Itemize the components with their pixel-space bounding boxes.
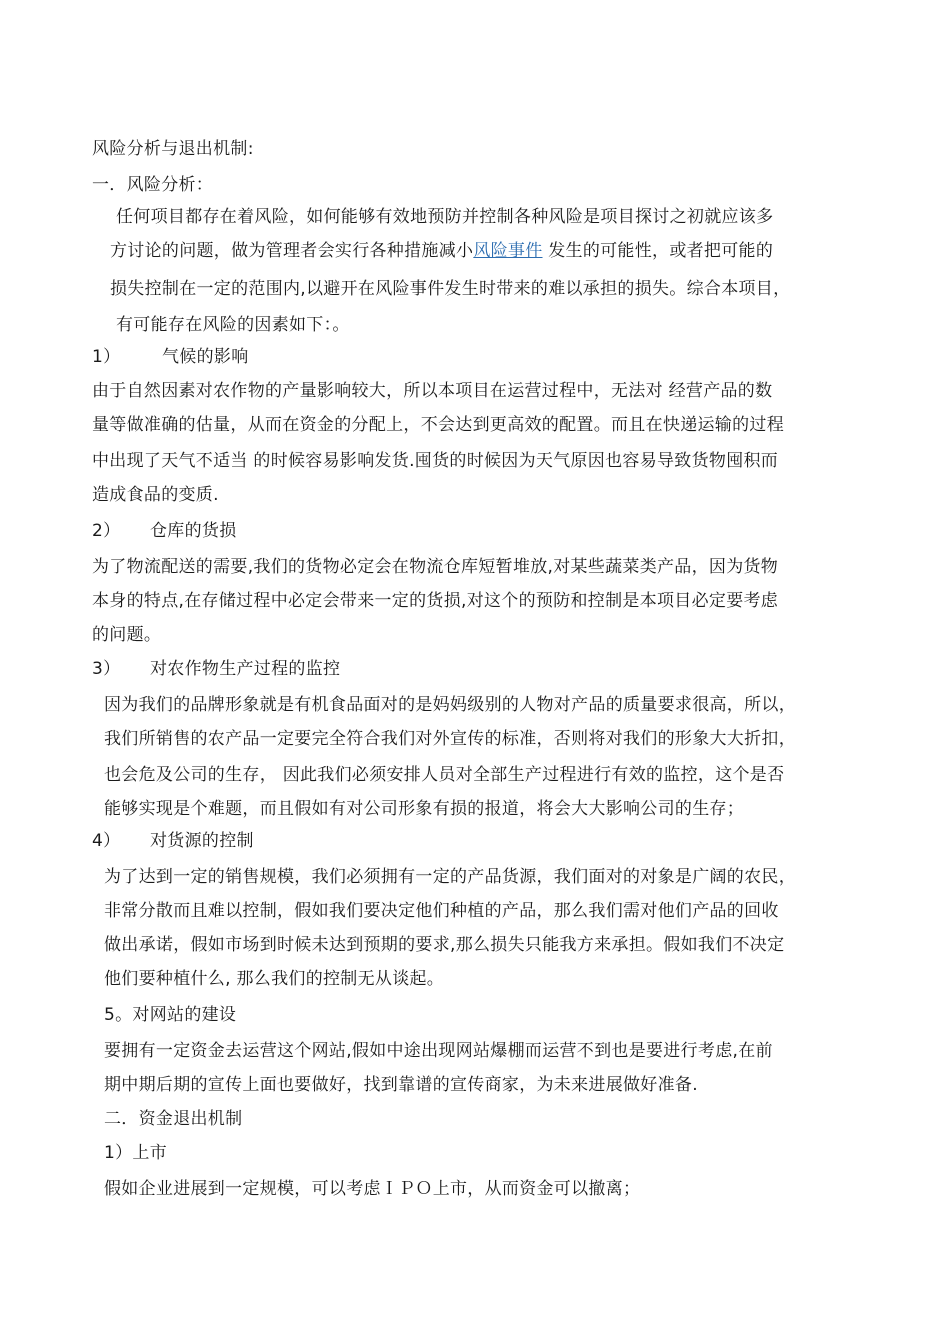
item-3-body-line: 能够实现是个难题，而且假如有对公司形象有损的报道，将会大大影响公司的生存；	[104, 799, 745, 819]
intro-line-4: 有可能存在风险的因素如下：。	[116, 315, 350, 335]
exit-item-1-title: 1）上市	[104, 1143, 168, 1163]
exit-item-1-body: 假如企业进展到一定规模，可以考虑ＩＰＯ上市，从而资金可以撤离；	[104, 1179, 641, 1199]
section-heading-risk-analysis: 一．风险分析：	[92, 175, 214, 195]
item-2-body-line: 为了物流配送的需要,我们的货物必定会在物流仓库短暂堆放,对某些蔬菜类产品，因为货物	[92, 557, 779, 577]
item-4-body-line: 为了达到一定的销售规模，我们必须拥有一定的产品货源，我们面对的对象是广阔的农民，	[104, 867, 796, 887]
section-heading-capital-exit: 二．资金退出机制	[104, 1109, 243, 1129]
item-4-body-line: 非常分散而且难以控制，假如我们要决定他们种植的产品，那么我们需对他们产品的回收	[104, 901, 779, 921]
item-3-body-line: 也会危及公司的生存， 因此我们必须安排人员对全部生产过程进行有效的监控，这个是否	[104, 765, 785, 785]
item-4-title: 对货源的控制	[150, 831, 254, 851]
item-1-body-line: 造成食品的变质.	[92, 485, 219, 505]
intro-text-cont: 发生的可能性，或者把可能的	[542, 241, 774, 261]
item-3-number: 3）	[92, 659, 121, 679]
item-3-body-line: 因为我们的品牌形象就是有机食品面对的是妈妈级别的人物对产品的质量要求很高，所以，	[104, 695, 796, 715]
item-2-title: 仓库的货损	[150, 521, 237, 541]
item-2-body-line: 的问题。	[92, 625, 162, 645]
item-4-body-line: 做出承诺，假如市场到时候未达到预期的要求,那么损失只能我方来承担。假如我们不决定	[104, 935, 785, 955]
document-title: 风险分析与退出机制:	[92, 139, 254, 159]
item-3-body-line: 我们所销售的农产品一定要完全符合我们对外宣传的标准，否则将对我们的形象大大折扣，	[104, 729, 796, 749]
item-5-title: 5。对网站的建设	[104, 1005, 237, 1025]
item-5-body-line: 期中期后期的宣传上面也要做好，找到靠谱的宣传商家，为未来进展做好准备.	[104, 1075, 698, 1095]
intro-line-2	[110, 240, 773, 262]
item-4-body-line: 他们要种植什么, 那么我们的控制无从谈起。	[104, 969, 445, 989]
item-2-body-line: 本身的特点,在存储过程中必定会带来一定的货损,对这个的预防和控制是本项目必定要考虑	[92, 591, 779, 611]
item-1-body-line: 由于自然因素对农作物的产量影响较大，所以本项目在运营过程中，无法对 经营产品的数	[92, 381, 773, 401]
item-1-body-line: 中出现了天气不适当 的时候容易影响发货.囤货的时候因为天气原因也容易导致货物囤积而	[92, 451, 779, 471]
item-1-title: 气候的影响	[162, 347, 249, 367]
intro-line-1: 任何项目都存在着风险，如何能够有效地预防并控制各种风险是项目探讨之初就应该多	[116, 207, 774, 227]
item-1-number: 1）	[92, 347, 121, 367]
item-4-number: 4）	[92, 831, 121, 851]
intro-line-3: 损失控制在一定的范围内,以避开在风险事件发生时带来的难以承担的损失。综合本项目，	[110, 279, 791, 299]
intro-text: 方讨论的问题，做为管理者会实行各种措施减小	[110, 241, 474, 261]
item-3-title: 对农作物生产过程的监控	[150, 659, 341, 679]
item-1-body-line: 量等做准确的估量，从而在资金的分配上，不会达到更高效的配置。而且在快递运输的过程	[92, 415, 784, 435]
risk-event-link[interactable]: 风险事件	[473, 241, 543, 261]
item-2-number: 2）	[92, 521, 121, 541]
item-5-body-line: 要拥有一定资金去运营这个网站,假如中途出现网站爆棚而运营不到也是要进行考虑,在前	[104, 1041, 773, 1061]
